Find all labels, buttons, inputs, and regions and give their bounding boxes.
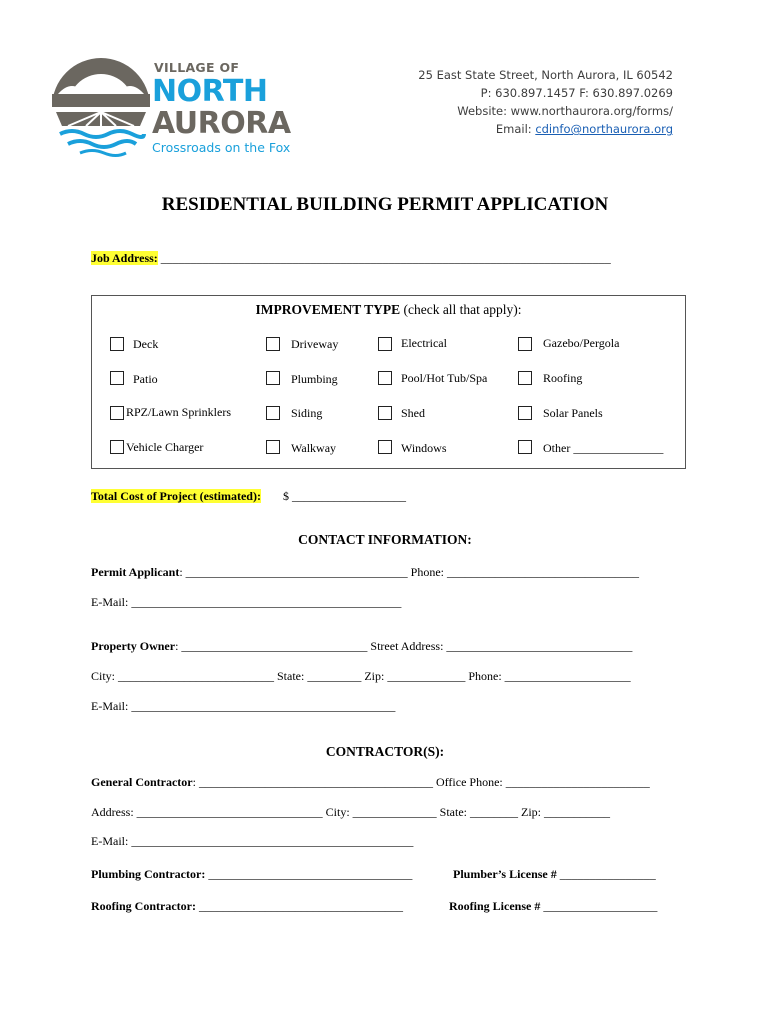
checkbox-windows[interactable] <box>378 440 392 454</box>
form-title: RESIDENTIAL BUILDING PERMIT APPLICATION <box>161 194 609 215</box>
checkbox-vehicle-charger[interactable] <box>110 440 124 454</box>
improvement-type-title <box>92 302 685 318</box>
checkbox-gazebo-pergola[interactable] <box>518 337 532 351</box>
logo-aurora: AURORA <box>152 106 291 141</box>
roofing-contractor-field[interactable]: __________________________________ <box>195 899 403 913</box>
total-cost-label: Total Cost of Project (estimated): <box>91 489 261 503</box>
label-plumbing: Plumbing <box>291 372 338 386</box>
checkbox-siding[interactable] <box>266 406 280 420</box>
general-contractor-row[interactable] <box>91 775 650 790</box>
label-vehicle-charger: Vehicle Charger <box>126 440 204 454</box>
email-link[interactable]: cdinfo@northaurora.org <box>535 122 673 136</box>
permit-applicant-label: Permit Applicant <box>91 565 180 579</box>
plumbing-contractor-row[interactable] <box>91 867 412 882</box>
office-address: 25 East State Street, North Aurora, IL 60542 <box>418 68 673 82</box>
checkbox-rpz-lawn-sprinklers[interactable] <box>110 406 124 420</box>
owner-email-row[interactable]: E-Mail: ____________________________________________ <box>91 699 396 713</box>
contractors-heading: CONTRACTOR(S): <box>325 744 445 759</box>
email-label: Email: <box>495 122 536 136</box>
improvement-type-heading: IMPROVEMENT TYPE <box>255 302 401 317</box>
property-owner-field[interactable]: : _______________________________ Street Address: _______________________________ <box>175 639 633 653</box>
office-phone-fax: P: 630.897.1457 F: 630.897.0269 <box>480 86 673 100</box>
checkbox-patio[interactable] <box>110 371 124 385</box>
office-contact-block <box>418 66 673 138</box>
bridge-emblem-icon <box>48 54 154 160</box>
roofing-license-label: Roofing License # <box>449 899 541 913</box>
total-cost-field[interactable]: $ ___________________ <box>283 489 406 503</box>
logo-village-of: VILLAGE OF <box>154 60 240 75</box>
logo-north: NORTH <box>152 74 268 109</box>
village-logo <box>48 54 313 162</box>
label-rpz-lawn-sprinklers: RPZ/Lawn Sprinklers <box>126 405 231 419</box>
improvement-type-box <box>91 295 686 469</box>
checkbox-plumbing[interactable] <box>266 371 280 385</box>
plumber-license-row[interactable] <box>453 867 656 882</box>
label-shed: Shed <box>401 406 425 420</box>
roofing-license-field[interactable]: ___________________ <box>540 899 658 913</box>
label-solar-panels: Solar Panels <box>543 406 603 420</box>
permit-applicant-row[interactable] <box>91 565 639 580</box>
label-siding: Siding <box>291 406 323 420</box>
general-contractor-field[interactable]: : _______________________________________ Office Phone: ________________________ <box>192 775 650 789</box>
logo-tagline: Crossroads on the Fox <box>152 140 291 155</box>
checkbox-driveway[interactable] <box>266 337 280 351</box>
job-address-label: Job Address: <box>91 251 158 265</box>
contractor-address-row[interactable]: Address: _______________________________ City: ______________ State: ________ Zip: ___________ <box>91 805 610 819</box>
applicant-email-row[interactable]: E-Mail: _____________________________________________ <box>91 595 402 609</box>
job-address-field[interactable]: ___________________________________________________________________________ <box>160 251 611 265</box>
label-other: Other _______________ <box>543 441 664 455</box>
permit-applicant-field[interactable]: : _____________________________________ Phone: ________________________________ <box>179 565 639 579</box>
total-cost-row <box>91 489 261 504</box>
contact-info-heading: CONTACT INFORMATION: <box>298 532 472 547</box>
checkbox-shed[interactable] <box>378 406 392 420</box>
label-roofing: Roofing <box>543 371 583 385</box>
roofing-license-row[interactable] <box>449 899 657 914</box>
plumber-license-field[interactable]: ________________ <box>556 867 656 881</box>
improvement-type-instruction: (check all that apply): <box>400 302 522 317</box>
roofing-contractor-row[interactable] <box>91 899 403 914</box>
roofing-contractor-label: Roofing Contractor: <box>91 899 196 913</box>
checkbox-roofing[interactable] <box>518 371 532 385</box>
plumbing-contractor-label: Plumbing Contractor: <box>91 867 206 881</box>
checkbox-walkway[interactable] <box>266 440 280 454</box>
label-patio: Patio <box>133 372 158 386</box>
property-owner-row[interactable] <box>91 639 632 654</box>
checkbox-other[interactable] <box>518 440 532 454</box>
label-windows: Windows <box>401 441 447 455</box>
office-email <box>418 120 673 138</box>
checkbox-solar-panels[interactable] <box>518 406 532 420</box>
label-walkway: Walkway <box>291 441 337 455</box>
label-deck: Deck <box>133 337 159 351</box>
label-gazebo-pergola: Gazebo/Pergola <box>543 336 620 350</box>
label-electrical: Electrical <box>401 336 447 350</box>
checkbox-pool-hot-tub-spa[interactable] <box>378 371 392 385</box>
plumbing-contractor-field[interactable]: __________________________________ <box>205 867 413 881</box>
label-pool-hot-tub-spa: Pool/Hot Tub/Spa <box>401 371 488 385</box>
checkbox-electrical[interactable] <box>378 337 392 351</box>
owner-city-state-zip-row[interactable]: City: __________________________ State: _________ Zip: _____________ Phone: _____________________ <box>91 669 631 683</box>
office-website: Website: www.northaurora.org/forms/ <box>457 104 673 118</box>
general-contractor-label: General Contractor <box>91 775 193 789</box>
property-owner-label: Property Owner <box>91 639 176 653</box>
label-driveway: Driveway <box>291 337 339 351</box>
checkbox-deck[interactable] <box>110 337 124 351</box>
plumber-license-label: Plumber’s License # <box>453 867 557 881</box>
job-address-row <box>91 251 611 266</box>
contractor-email-row[interactable]: E-Mail: _______________________________________________ <box>91 834 414 848</box>
